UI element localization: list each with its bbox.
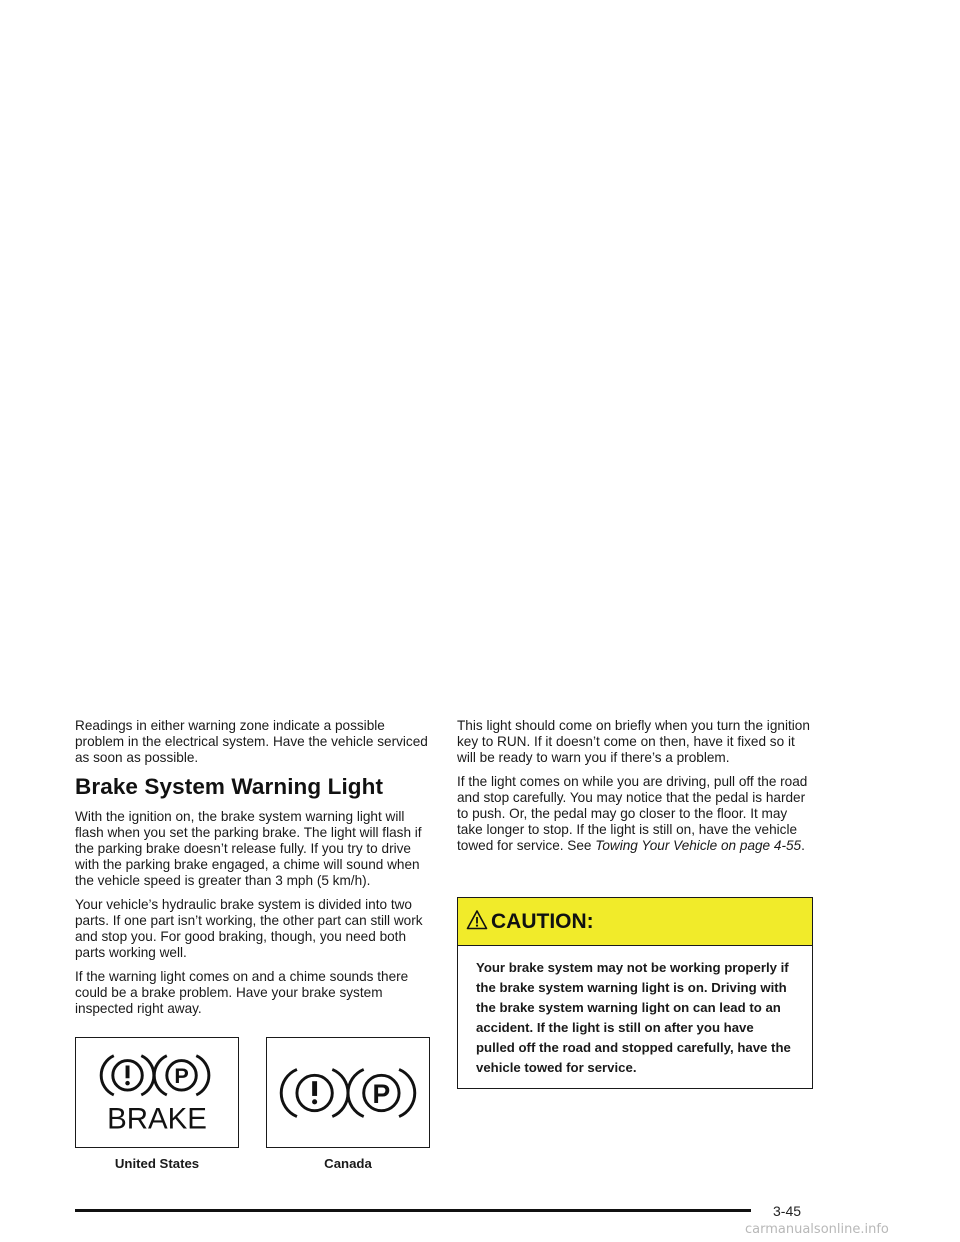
brake-symbol-canada-icon [267,1038,429,1147]
caution-header [458,898,812,946]
caution-body: Your brake system may not be working properly if the brake system warning light is on. Driving with the brake system warning light on can lead to an accident. If the light is still on after you have pulled off the road and stopped carefully, have the vehicle towed for service. [476,960,791,1075]
paragraph-hydraulic: Your vehicle’s hydraulic brake system is divided into two parts. If one part isn’t working, the other part can still work and stop you. For good braking, though, you need both parts working well. [75,897,423,960]
page-number: 3-45 [773,1203,802,1219]
right-column [457,718,815,862]
intro-paragraph: Readings in either warning zone indicate a possible problem in the electrical system. Have the vehicle serviced as soon as possible. [75,718,428,765]
period: . [801,838,805,853]
watermark: carmanualsonline.info [745,1222,889,1237]
svg-text:P: P [174,1063,189,1089]
paragraph-warning-light: With the ignition on, the brake system warning light will flash when you set the parking brake. The light will flash if the parking brake doesn’t release fully. If you try to drive with the parking brake engaged, a chime will sound when the vehicle speed is greater than 3 mph (5 km/h). [75,809,422,888]
caution-title: CAUTION: [491,909,594,933]
caution-box [457,897,813,1089]
brake-warning-icon-canada [266,1037,430,1148]
paragraph-driving-text: If the light comes on while you are driving, pull off the road and stop carefully. You may notice that the pedal is harder to push. Or, the pedal may go closer to the floor. It may take longer to stop. If the light is still on, have the vehicle towed for service. See [457,774,808,853]
brake-label: BRAKE [107,1102,207,1136]
paragraph-driving [457,774,815,854]
section-heading: Brake System Warning Light [75,774,384,799]
caption-united-states: United States [114,1156,200,1171]
svg-text:P: P [372,1078,391,1109]
paragraph-chime: If the warning light comes on and a chime sounds there could be a brake problem. Have your brake system inspected right away. [75,969,409,1016]
paragraph-run: This light should come on briefly when you turn the ignition key to RUN. If it doesn’t come on then, have it fixed so it will be ready to warn you if there’s a problem. [457,718,810,765]
caption-canada: Canada [324,1156,372,1171]
brake-warning-icon-us [75,1037,239,1148]
left-column [75,718,433,1025]
warning-triangle-icon [466,909,488,931]
footer-rule [75,1209,751,1212]
brake-symbol-us-icon [76,1038,238,1147]
towing-reference-link[interactable]: Towing Your Vehicle on page 4-55 [595,838,802,853]
